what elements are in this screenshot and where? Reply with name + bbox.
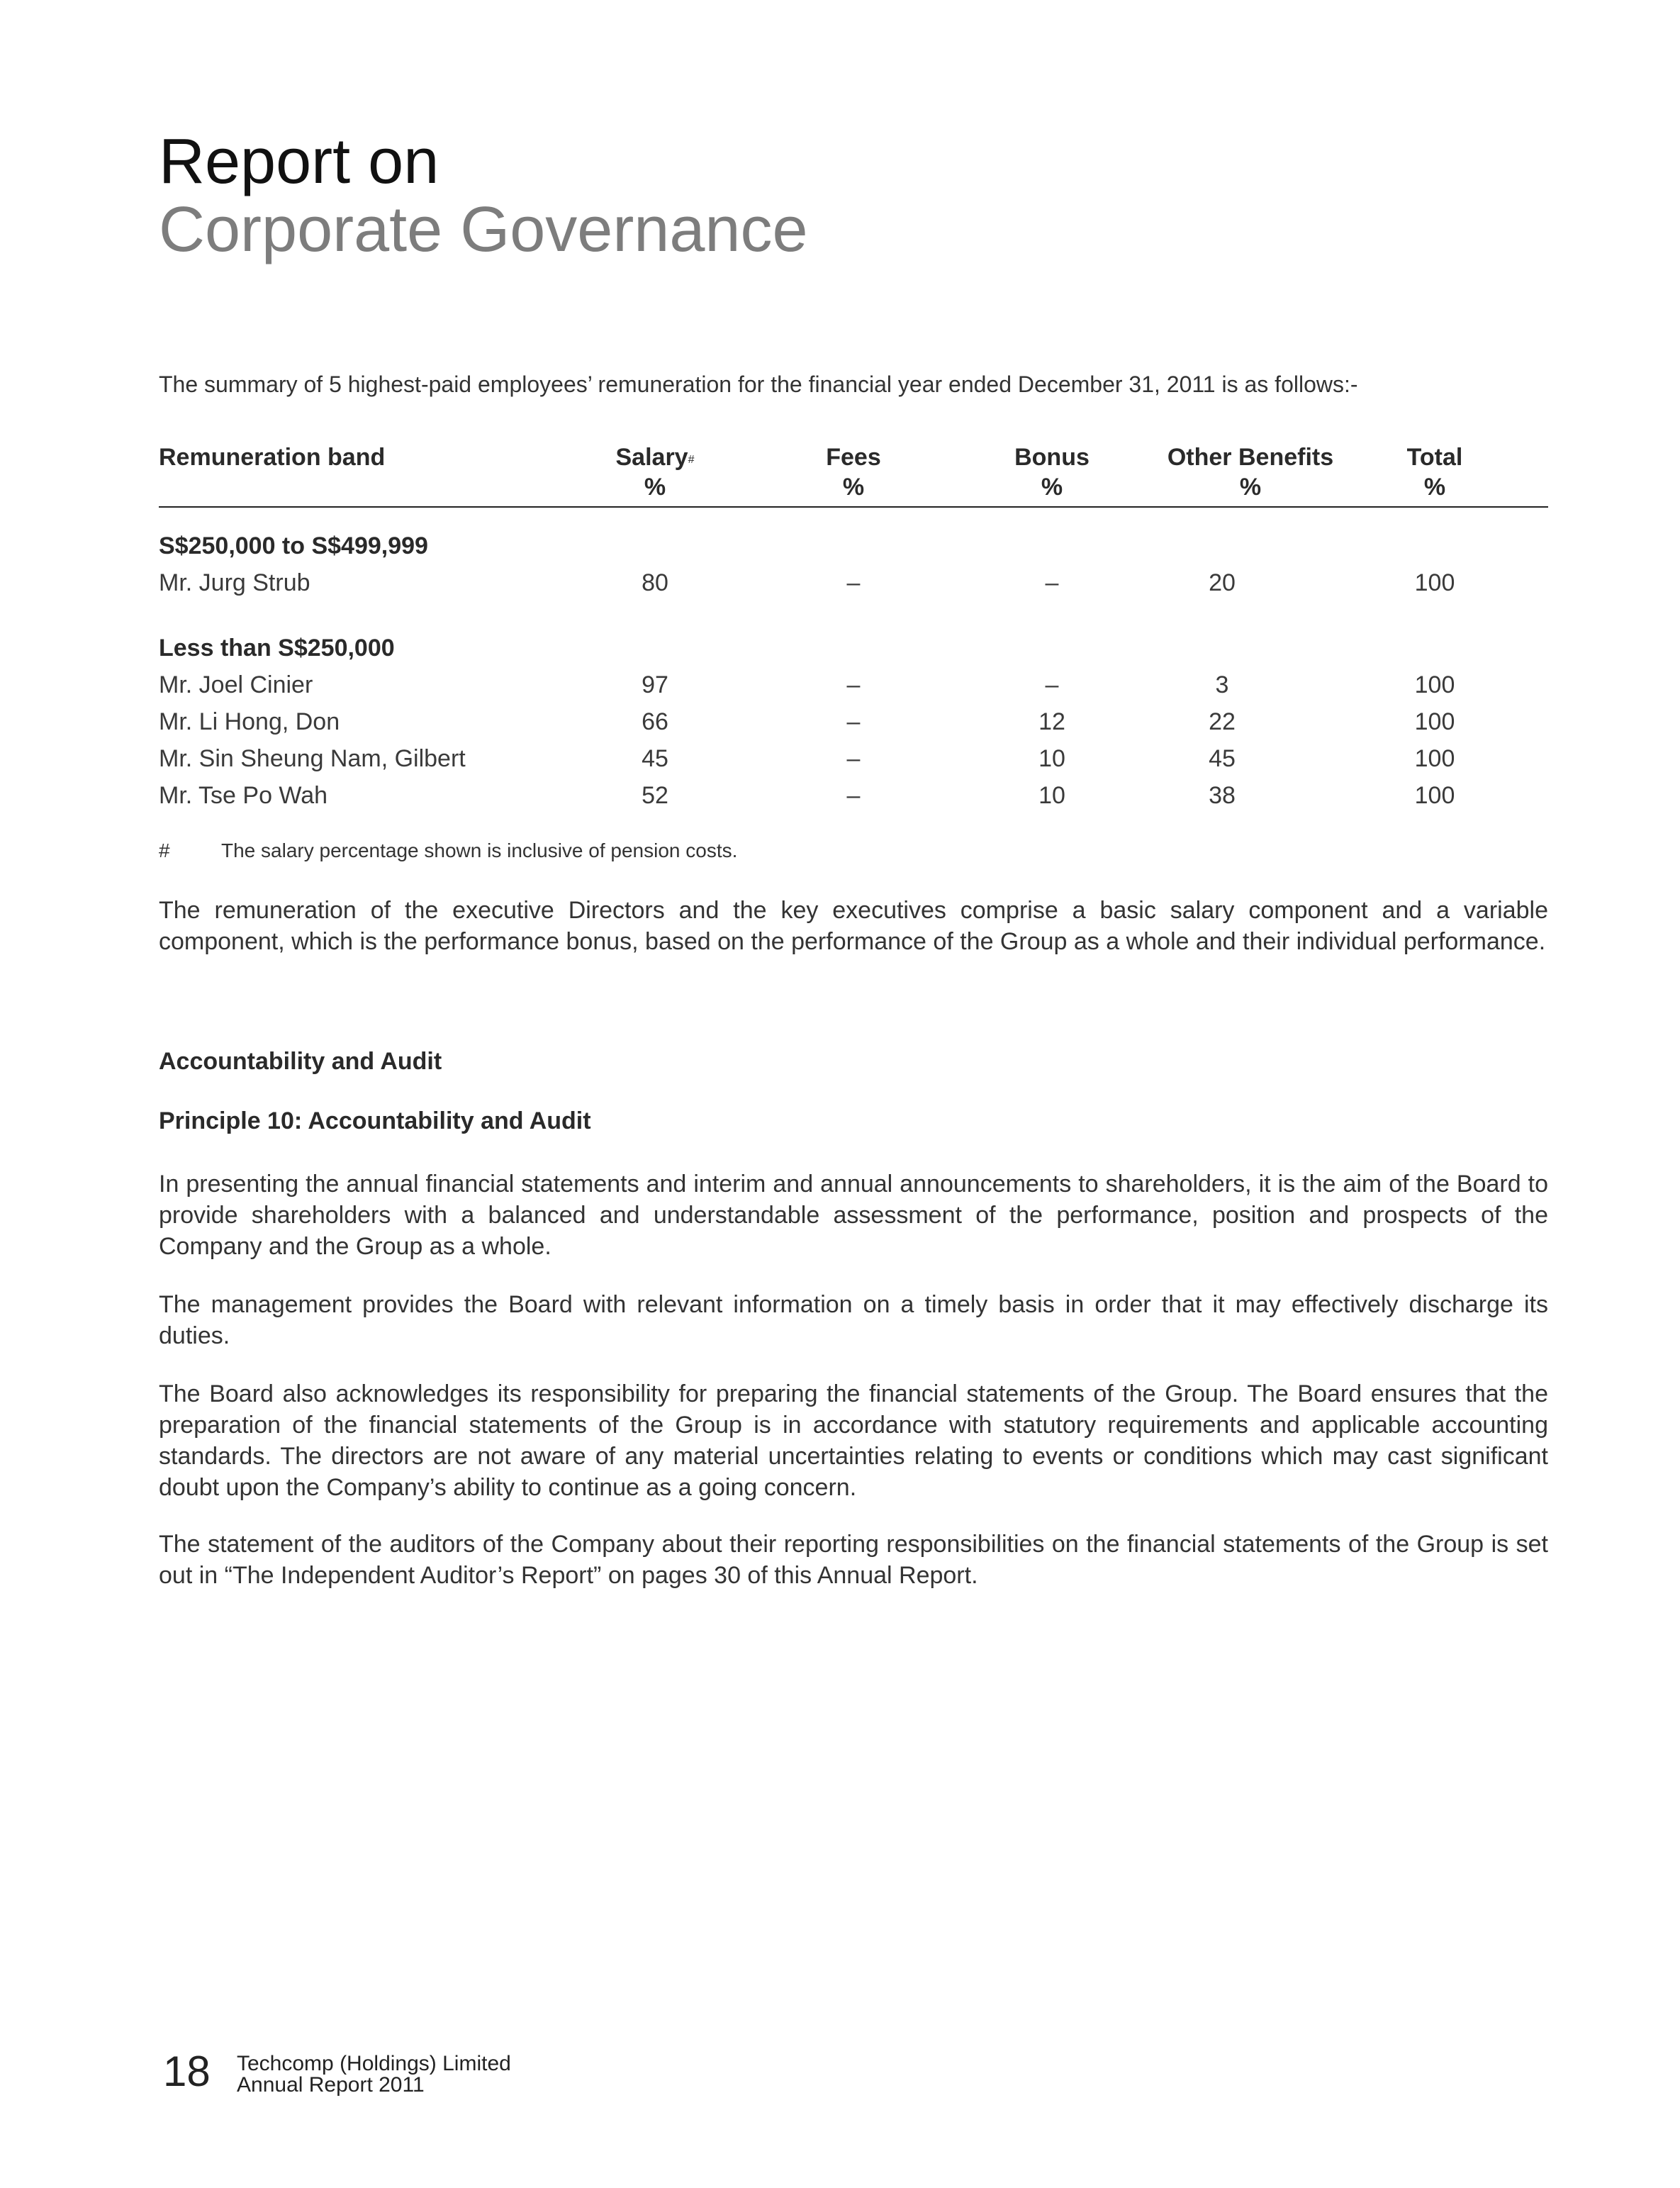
table-row	[159, 666, 1548, 703]
employee-name: Mr. Li Hong, Don	[159, 708, 340, 735]
column-unit: %	[1041, 474, 1063, 501]
bonus-value: 10	[1038, 745, 1065, 772]
table-row	[159, 740, 1548, 777]
column-header-salary	[598, 442, 712, 502]
salary-value: 97	[642, 671, 668, 698]
employee-name: Mr. Jurg Strub	[159, 569, 310, 596]
title-line-1: Report on	[159, 126, 439, 197]
employee-name: Mr. Sin Sheung Nam, Gilbert	[159, 745, 466, 772]
body-paragraph: The management provides the Board with relevant information on a timely basis in order that it may effectively discharge its duties.	[159, 1291, 1548, 1349]
band-label: Less than S$250,000	[159, 635, 395, 662]
footnote-mark: #	[159, 839, 170, 861]
column-header-salary-label: Salary	[615, 444, 688, 471]
fees-value: –	[846, 671, 861, 698]
table-header	[159, 440, 1548, 508]
bonus-value: –	[1045, 671, 1059, 698]
body-paragraph: The Board also acknowledges its responsibility for preparing the financial statements of the Group. The Board ensures that the preparation of the financial statements of the Group is in accordance with statutory requirements and applicable accounting standards. The directors are not aware of any material uncertainties relating to events or conditions which may cast significant doubt upon the Company’s ability to continue as a going concern.	[159, 1380, 1548, 1501]
other-benefits-value: 22	[1209, 708, 1236, 735]
fees-value: –	[846, 569, 861, 596]
table-footnote	[159, 839, 737, 862]
column-unit: %	[644, 474, 666, 501]
section-heading: Accountability and Audit	[159, 1048, 442, 1075]
column-header-fees	[797, 442, 910, 502]
other-benefits-value: 45	[1209, 745, 1236, 772]
footer-report-name: Annual Report 2011	[237, 2073, 425, 2097]
total-value: 100	[1414, 782, 1455, 809]
remuneration-paragraph: The remuneration of the executive Directors and the key executives comprise a basic salary component and a variable component, which is the performance bonus, based on the performance of the Group as a whole and their individual performance.	[159, 897, 1548, 955]
total-value: 100	[1414, 745, 1455, 772]
table-row	[159, 777, 1548, 814]
footer-company-name: Techcomp (Holdings) Limited	[237, 2052, 511, 2075]
salary-value: 45	[642, 745, 668, 772]
column-unit: %	[842, 474, 865, 501]
title-line-2: Corporate Governance	[159, 194, 808, 265]
page-number: 18	[163, 2048, 211, 2095]
other-benefits-value: 3	[1215, 671, 1229, 698]
bonus-value: 12	[1038, 708, 1065, 735]
other-benefits-value: 20	[1209, 569, 1236, 596]
other-benefits-value: 38	[1209, 782, 1236, 809]
salary-footnote-mark: #	[688, 454, 695, 466]
total-value: 100	[1414, 569, 1455, 596]
body-paragraph: The statement of the auditors of the Company about their reporting responsibilities on the financial statements of the Group is set out in “The Independent Auditor’s Report” on pages 30 of this Annual Report.	[159, 1531, 1548, 1589]
employee-name: Mr. Tse Po Wah	[159, 782, 328, 809]
column-header-total	[1378, 442, 1491, 502]
total-value: 100	[1414, 708, 1455, 735]
fees-value: –	[846, 782, 861, 809]
intro-text: The summary of 5 highest-paid employees’ remuneration for the financial year ended December 31, 2011 is as follows:-	[159, 372, 1358, 397]
salary-value: 66	[642, 708, 668, 735]
column-header-bonus-label: Bonus	[1014, 444, 1090, 471]
bonus-value: 10	[1038, 782, 1065, 809]
remuneration-table	[159, 440, 1548, 814]
footer-publication	[237, 2053, 511, 2096]
page-title	[159, 128, 808, 264]
column-header-total-label: Total	[1406, 444, 1463, 471]
fees-value: –	[846, 708, 861, 735]
table-row	[159, 703, 1548, 740]
column-header-other-label: Other Benefits	[1167, 444, 1334, 471]
column-header-band: Remuneration band	[159, 444, 386, 471]
column-unit: %	[1423, 474, 1446, 501]
column-header-other-benefits	[1165, 442, 1335, 502]
column-unit: %	[1239, 474, 1262, 501]
salary-value: 52	[642, 782, 668, 809]
total-value: 100	[1414, 671, 1455, 698]
employee-name: Mr. Joel Cinier	[159, 671, 313, 698]
column-header-fees-label: Fees	[826, 444, 881, 471]
bonus-value: –	[1045, 569, 1059, 596]
footnote-text: The salary percentage shown is inclusive of pension costs.	[221, 839, 738, 861]
fees-value: –	[846, 745, 861, 772]
table-row	[159, 564, 1548, 601]
column-header-bonus	[995, 442, 1109, 502]
body-paragraph: In presenting the annual financial statements and interim and annual announcements to shareholders, it is the aim of the Board to provide shareholders with a balanced and understandable assessment of the performance, position and prospects of the Company and the Group as a whole.	[159, 1171, 1548, 1260]
salary-value: 80	[642, 569, 668, 596]
band-label: S$250,000 to S$499,999	[159, 532, 428, 559]
principle-heading: Principle 10: Accountability and Audit	[159, 1107, 591, 1134]
